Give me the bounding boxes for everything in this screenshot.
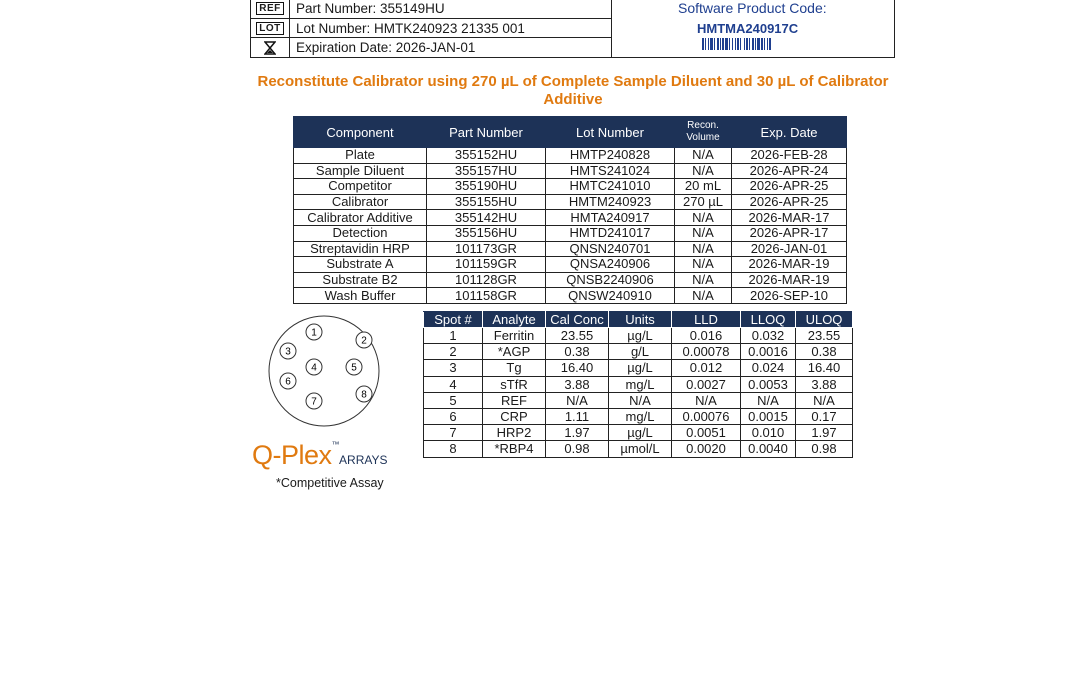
competitive-assay-footnote: *Competitive Assay — [276, 476, 384, 490]
component-row-cell: 20 mL — [675, 179, 732, 195]
component-row-cell: HMTC241010 — [546, 179, 675, 195]
spot-row-cell: CRP — [483, 408, 546, 424]
component-row-cell: N/A — [675, 257, 732, 273]
spot-row — [424, 344, 853, 360]
spot-row-cell: 0.0053 — [741, 376, 796, 392]
col-recon-volume: Recon. Volume — [675, 117, 732, 148]
component-row-cell: 355155HU — [427, 194, 546, 210]
spot-row-cell: 0.024 — [741, 360, 796, 376]
spot-row — [424, 360, 853, 376]
component-row-cell: Wash Buffer — [294, 288, 427, 304]
spot-row-cell: HRP2 — [483, 425, 546, 441]
component-row-cell: Detection — [294, 225, 427, 241]
component-row — [294, 148, 847, 164]
spot-row-cell: 0.032 — [741, 328, 796, 344]
component-row-cell: HMTS241024 — [546, 163, 675, 179]
component-row-cell: 101173GR — [427, 241, 546, 257]
spot-row-cell: N/A — [672, 392, 741, 408]
kit-info-box — [250, 0, 612, 58]
spot-row-cell: 4 — [424, 376, 483, 392]
spot-row-cell: 0.0027 — [672, 376, 741, 392]
spot-row-cell: *RBP4 — [483, 441, 546, 457]
spot-row-cell: 5 — [424, 392, 483, 408]
spot-row-cell: g/L — [609, 344, 672, 360]
spot-row-cell: 1.97 — [796, 425, 853, 441]
col-component: Component — [294, 117, 427, 148]
col-uloq: ULOQ — [796, 312, 853, 328]
component-row-cell: QNSA240906 — [546, 257, 675, 273]
plate-spot-label: 1 — [311, 327, 317, 339]
component-row-cell: 270 µL — [675, 194, 732, 210]
spot-table-header — [424, 312, 853, 328]
component-row-cell: Calibrator — [294, 194, 427, 210]
component-row — [294, 210, 847, 226]
spot-row-cell: mg/L — [609, 408, 672, 424]
lot-icon: LOT — [251, 19, 290, 38]
lot-number-row — [251, 18, 611, 38]
col-lld: LLD — [672, 312, 741, 328]
spot-row-cell: 16.40 — [546, 360, 609, 376]
col-exp-date: Exp. Date — [732, 117, 847, 148]
spot-row-cell: µg/L — [609, 328, 672, 344]
component-row-cell: 355156HU — [427, 225, 546, 241]
component-row — [294, 194, 847, 210]
component-row-cell: HMTA240917 — [546, 210, 675, 226]
spot-row-cell: N/A — [546, 392, 609, 408]
component-row — [294, 225, 847, 241]
component-row-cell: 2026-SEP-10 — [732, 288, 847, 304]
spot-row-cell: 0.98 — [796, 441, 853, 457]
barcode-image — [702, 38, 804, 50]
col-lot-number: Lot Number — [546, 117, 675, 148]
part-number-row — [251, 0, 611, 18]
col-lloq: LLOQ — [741, 312, 796, 328]
component-row-cell: 355152HU — [427, 148, 546, 164]
spot-row-cell: 1.11 — [546, 408, 609, 424]
spot-row-cell: 0.010 — [741, 425, 796, 441]
col-spot: Spot # — [424, 312, 483, 328]
spot-row — [424, 441, 853, 457]
component-row-cell: 2026-MAR-19 — [732, 272, 847, 288]
component-row-cell: Streptavidin HRP — [294, 241, 427, 257]
reconstitution-heading: Reconstitute Calibrator using 270 µL of Complete Sample Diluent and 30 µL of Calibrator Additive — [257, 73, 889, 108]
component-row-cell: 101158GR — [427, 288, 546, 304]
plate-spot-label: 8 — [361, 389, 367, 401]
col-analyte: Analyte — [483, 312, 546, 328]
component-row — [294, 163, 847, 179]
component-row-cell: 101128GR — [427, 272, 546, 288]
component-row-cell: Calibrator Additive — [294, 210, 427, 226]
plate-spot-label: 3 — [285, 346, 291, 358]
component-row-cell: HMTP240828 — [546, 148, 675, 164]
component-row-cell: QNSW240910 — [546, 288, 675, 304]
spot-row — [424, 392, 853, 408]
component-row-cell: 355142HU — [427, 210, 546, 226]
component-row-cell: N/A — [675, 288, 732, 304]
spot-row-cell: 3.88 — [546, 376, 609, 392]
component-row-cell: 2026-MAR-17 — [732, 210, 847, 226]
plate-spot-label: 5 — [351, 362, 357, 374]
component-row-cell: QNSB2240906 — [546, 272, 675, 288]
spot-row-cell: 6 — [424, 408, 483, 424]
plate-spot-label: 2 — [361, 335, 367, 347]
component-row-cell: N/A — [675, 272, 732, 288]
component-row — [294, 257, 847, 273]
component-row-cell: N/A — [675, 241, 732, 257]
spot-row-cell: 0.0020 — [672, 441, 741, 457]
spot-row-cell: 0.016 — [672, 328, 741, 344]
col-cal-conc: Cal Conc — [546, 312, 609, 328]
hourglass-icon — [251, 38, 290, 57]
component-row-cell: N/A — [675, 225, 732, 241]
component-table-header — [294, 117, 847, 148]
spot-row-cell: µg/L — [609, 425, 672, 441]
col-part-number: Part Number — [427, 117, 546, 148]
plate-spot-label: 7 — [311, 396, 317, 408]
spot-row-cell: 0.0040 — [741, 441, 796, 457]
component-row — [294, 288, 847, 304]
spot-row-cell: 0.38 — [796, 344, 853, 360]
spot-row-cell: 16.40 — [796, 360, 853, 376]
spot-row — [424, 328, 853, 344]
component-row-cell: 101159GR — [427, 257, 546, 273]
component-row-cell: QNSN240701 — [546, 241, 675, 257]
component-row-cell: 2026-APR-17 — [732, 225, 847, 241]
spot-row-cell: N/A — [609, 392, 672, 408]
part-number-text: Part Number: 355149HU — [296, 1, 445, 16]
spot-row-cell: REF — [483, 392, 546, 408]
component-row-cell: N/A — [675, 210, 732, 226]
software-code-label: Software Product Code: — [678, 0, 827, 16]
spot-row-cell: 0.98 — [546, 441, 609, 457]
spot-row — [424, 425, 853, 441]
col-units: Units — [609, 312, 672, 328]
lot-number-text: Lot Number: HMTK240923 21335 001 — [296, 21, 525, 36]
spot-row-cell: *AGP — [483, 344, 546, 360]
component-row-cell: 2026-FEB-28 — [732, 148, 847, 164]
spot-row-cell: 0.0015 — [741, 408, 796, 424]
component-row — [294, 179, 847, 195]
spot-row-cell: 0.38 — [546, 344, 609, 360]
qplex-logo: Q-Plex™ARRAYS — [252, 440, 388, 470]
spot-table — [423, 311, 853, 458]
component-row-cell: Plate — [294, 148, 427, 164]
component-row-cell: HMTD241017 — [546, 225, 675, 241]
spot-row-cell: Tg — [483, 360, 546, 376]
spot-row-cell: µg/L — [609, 360, 672, 376]
spot-row-cell: µmol/L — [609, 441, 672, 457]
component-row-cell: 2026-APR-24 — [732, 163, 847, 179]
component-row-cell: HMTM240923 — [546, 194, 675, 210]
spot-row-cell: 2 — [424, 344, 483, 360]
spot-row-cell: 3.88 — [796, 376, 853, 392]
spot-row-cell: 1 — [424, 328, 483, 344]
component-row-cell: 2026-JAN-01 — [732, 241, 847, 257]
component-row-cell: N/A — [675, 148, 732, 164]
spot-row-cell: sTfR — [483, 376, 546, 392]
plate-spot-map — [266, 313, 382, 429]
expiration-row — [251, 37, 611, 57]
component-row-cell: Sample Diluent — [294, 163, 427, 179]
spot-row-cell: 0.0051 — [672, 425, 741, 441]
ref-icon: REF — [251, 0, 290, 18]
plate-spot-label: 6 — [285, 376, 291, 388]
component-row-cell: 355157HU — [427, 163, 546, 179]
spot-row-cell: 23.55 — [796, 328, 853, 344]
spot-row — [424, 408, 853, 424]
spot-row-cell: mg/L — [609, 376, 672, 392]
component-row-cell: Substrate B2 — [294, 272, 427, 288]
component-row-cell: Substrate A — [294, 257, 427, 273]
spot-row-cell: N/A — [796, 392, 853, 408]
spot-row — [424, 376, 853, 392]
spot-row-cell: 1.97 — [546, 425, 609, 441]
spot-row-cell: 7 — [424, 425, 483, 441]
component-row-cell: 2026-APR-25 — [732, 194, 847, 210]
plate-spot-label: 4 — [311, 362, 317, 374]
expiration-text: Expiration Date: 2026-JAN-01 — [296, 40, 476, 55]
component-row-cell: N/A — [675, 163, 732, 179]
component-row-cell: Competitor — [294, 179, 427, 195]
component-row-cell: 2026-MAR-19 — [732, 257, 847, 273]
spot-row-cell: 23.55 — [546, 328, 609, 344]
component-row-cell: 355190HU — [427, 179, 546, 195]
software-code-value: HMTMA240917C — [697, 21, 799, 36]
spot-row-cell: 0.17 — [796, 408, 853, 424]
spot-row-cell: 0.00078 — [672, 344, 741, 360]
spot-row-cell: 3 — [424, 360, 483, 376]
component-table — [293, 116, 847, 304]
spot-row-cell: 0.00076 — [672, 408, 741, 424]
spot-row-cell: 0.012 — [672, 360, 741, 376]
spot-row-cell: Ferritin — [483, 328, 546, 344]
spot-row-cell: N/A — [741, 392, 796, 408]
component-row — [294, 241, 847, 257]
component-row-cell: 2026-APR-25 — [732, 179, 847, 195]
spot-row-cell: 0.0016 — [741, 344, 796, 360]
spot-row-cell: 8 — [424, 441, 483, 457]
component-row — [294, 272, 847, 288]
